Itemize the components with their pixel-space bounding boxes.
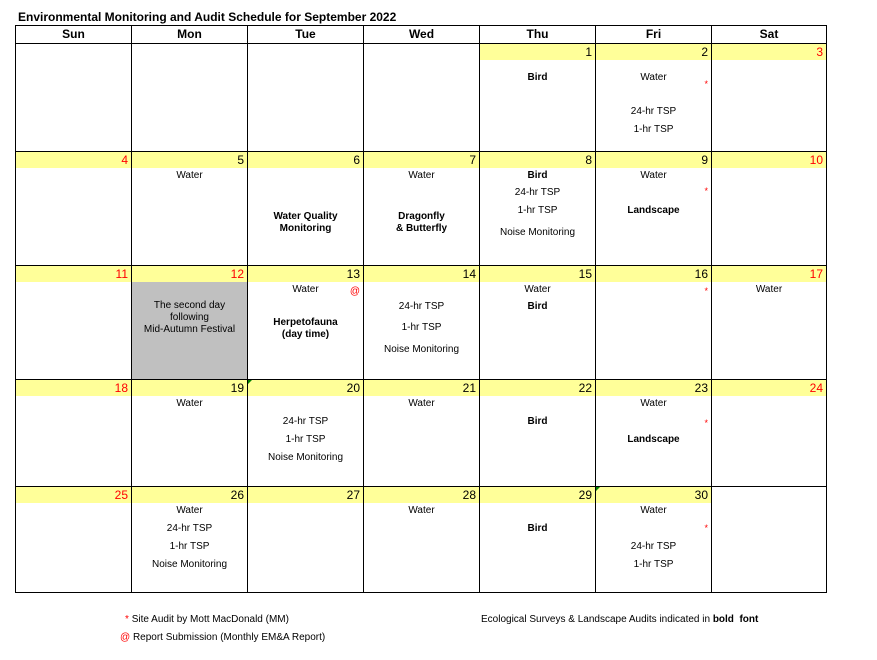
schedule-entry: Bird <box>527 301 548 312</box>
schedule-entry: 24-hr TSP <box>398 301 445 312</box>
schedule-entry: Landscape <box>627 434 680 445</box>
day-cell-27 <box>248 487 364 592</box>
day-number: 19 <box>230 381 244 395</box>
day-number-band <box>16 152 131 168</box>
day-number: 26 <box>230 488 244 502</box>
schedule-entry: Bird <box>527 170 548 181</box>
weekday-header-sat: Sat <box>712 26 826 44</box>
day-cell-12 <box>132 266 248 380</box>
site-audit-text: Site Audit by Mott MacDonald (MM) <box>131 614 289 625</box>
day-cell-29 <box>480 487 596 592</box>
weekday-header-sun: Sun <box>16 26 132 44</box>
schedule-entry: 1-hr TSP <box>285 434 326 445</box>
schedule-entry: Water <box>640 170 667 181</box>
schedule-entry: Water <box>176 398 203 409</box>
day-cell-10 <box>712 152 826 266</box>
holiday-note: The second day <box>153 300 226 311</box>
day-number: 8 <box>585 153 592 167</box>
report-symbol: @ <box>120 632 131 643</box>
holiday-note: following <box>170 312 209 323</box>
day-cell-13 <box>248 266 364 380</box>
day-number-band <box>364 152 479 168</box>
comment-indicator-icon <box>248 380 252 384</box>
schedule-entry: 24-hr TSP <box>630 106 677 117</box>
schedule-entry: Water <box>640 505 667 516</box>
day-cell-2 <box>596 44 712 152</box>
empty-day-cell <box>132 44 248 152</box>
calendar-grid <box>15 25 827 593</box>
schedule-entry: Water <box>408 398 435 409</box>
day-cell-3 <box>712 44 826 152</box>
day-cell-9 <box>596 152 712 266</box>
day-number: 7 <box>469 153 476 167</box>
schedule-entry: 1-hr TSP <box>633 124 674 135</box>
day-cell-6 <box>248 152 364 266</box>
day-cell-1 <box>480 44 596 152</box>
schedule-entry: Noise Monitoring <box>383 344 460 355</box>
schedule-entry: 1-hr TSP <box>169 541 210 552</box>
schedule-entry: 1-hr TSP <box>633 559 674 570</box>
site-audit-marker: * <box>704 418 708 428</box>
day-number: 28 <box>462 488 476 502</box>
day-number: 20 <box>346 381 360 395</box>
site-audit-marker: * <box>704 79 708 89</box>
legend-site-audit <box>125 614 289 626</box>
schedule-entry: Bird <box>527 416 548 427</box>
day-cell-17 <box>712 266 826 380</box>
weekday-header-wed: Wed <box>364 26 480 44</box>
day-cell-19 <box>132 380 248 487</box>
day-cell-30 <box>596 487 712 592</box>
day-number: 6 <box>353 153 360 167</box>
schedule-entry: Bird <box>527 523 548 534</box>
day-number: 4 <box>121 153 128 167</box>
site-audit-marker: * <box>704 286 708 296</box>
weekday-header-tue: Tue <box>248 26 364 44</box>
day-number: 12 <box>230 267 244 281</box>
day-cell-8 <box>480 152 596 266</box>
day-cell-28 <box>364 487 480 592</box>
schedule-entry: Noise Monitoring <box>267 452 344 463</box>
day-number-band <box>596 152 711 168</box>
schedule-entry: 24-hr TSP <box>282 416 329 427</box>
page-title: Environmental Monitoring and Audit Schedule for September 2022 <box>18 10 397 24</box>
day-cell-14 <box>364 266 480 380</box>
day-number: 17 <box>809 267 823 281</box>
day-number: 1 <box>585 45 592 59</box>
day-number: 25 <box>114 488 128 502</box>
day-number-band <box>596 44 711 60</box>
day-cell-23 <box>596 380 712 487</box>
site-audit-marker: * <box>704 186 708 196</box>
weekday-header-mon: Mon <box>132 26 248 44</box>
day-cell-20 <box>248 380 364 487</box>
day-number: 5 <box>237 153 244 167</box>
day-cell-24 <box>712 380 826 487</box>
schedule-entry: Water <box>755 284 783 295</box>
schedule-entry: & Butterfly <box>395 223 448 234</box>
day-cell-26 <box>132 487 248 592</box>
weekday-header-thu: Thu <box>480 26 596 44</box>
schedule-entry: Water <box>176 505 203 516</box>
schedule-entry: 1-hr TSP <box>401 322 442 333</box>
report-text: Report Submission (Monthly EM&A Report) <box>132 632 326 643</box>
schedule-entry: Noise Monitoring <box>151 559 228 570</box>
day-cell-11 <box>16 266 132 380</box>
day-number: 16 <box>694 267 708 281</box>
day-number: 27 <box>346 488 360 502</box>
schedule-entry: 24-hr TSP <box>166 523 213 534</box>
day-cell-18 <box>16 380 132 487</box>
day-number: 3 <box>816 45 823 59</box>
schedule-entry: Dragonfly <box>398 211 445 222</box>
day-number: 15 <box>578 267 592 281</box>
schedule-entry: 24-hr TSP <box>514 187 561 198</box>
day-number: 21 <box>462 381 476 395</box>
day-cell-16 <box>596 266 712 380</box>
holiday-note: Mid-Autumn Festival <box>143 324 236 335</box>
day-number: 14 <box>462 267 476 281</box>
day-cell-25 <box>16 487 132 592</box>
day-number-band <box>16 266 131 282</box>
schedule-entry: Herpetofauna <box>273 317 338 328</box>
day-number: 30 <box>694 488 708 502</box>
schedule-entry: 24-hr TSP <box>630 541 677 552</box>
day-number: 9 <box>701 153 708 167</box>
schedule-entry: Water <box>640 72 667 83</box>
day-cell-5 <box>132 152 248 266</box>
schedule-entry: Water <box>524 284 551 295</box>
schedule-entry: Landscape <box>627 205 680 216</box>
day-number: 24 <box>809 381 823 395</box>
legend-report <box>120 632 325 644</box>
report-submission-marker: @ <box>349 286 360 297</box>
day-number: 18 <box>114 381 128 395</box>
schedule-entry: Bird <box>527 72 548 83</box>
weekday-header-fri: Fri <box>596 26 712 44</box>
day-number-band <box>132 152 247 168</box>
day-cell-4 <box>16 152 132 266</box>
empty-day-cell <box>364 44 480 152</box>
day-cell-22 <box>480 380 596 487</box>
schedule-entry: Water <box>176 170 203 181</box>
day-cell-21 <box>364 380 480 487</box>
day-number: 29 <box>578 488 592 502</box>
day-number-band <box>248 152 363 168</box>
day-number: 10 <box>809 153 823 167</box>
schedule-entry: 1-hr TSP <box>517 205 558 216</box>
day-number-band <box>712 44 826 60</box>
day-cell-15 <box>480 266 596 380</box>
empty-day-cell <box>712 487 826 592</box>
day-number-band <box>480 152 595 168</box>
empty-day-cell <box>248 44 364 152</box>
schedule-entry: Noise Monitoring <box>499 227 576 238</box>
schedule-entry: (day time) <box>281 329 330 340</box>
schedule-entry: Water <box>408 170 435 181</box>
bold-note-text: Ecological Surveys & Landscape Audits indicated in <box>481 614 711 625</box>
comment-indicator-icon <box>596 487 600 491</box>
schedule-entry: Monitoring <box>279 223 332 234</box>
day-number-band <box>480 44 595 60</box>
site-audit-symbol: * <box>125 614 129 625</box>
day-number: 23 <box>694 381 708 395</box>
schedule-entry: Water <box>292 284 319 295</box>
day-number: 11 <box>115 267 128 281</box>
legend-bold-note <box>481 614 758 626</box>
bold-note-emphasis: bold font <box>712 614 759 625</box>
day-cell-7 <box>364 152 480 266</box>
day-number: 13 <box>346 267 360 281</box>
schedule-entry: Water <box>408 505 435 516</box>
day-number: 2 <box>701 45 708 59</box>
schedule-entry: Water <box>640 398 667 409</box>
day-number: 22 <box>578 381 592 395</box>
schedule-entry: Water Quality <box>273 211 338 222</box>
empty-day-cell <box>16 44 132 152</box>
site-audit-marker: * <box>704 523 708 533</box>
